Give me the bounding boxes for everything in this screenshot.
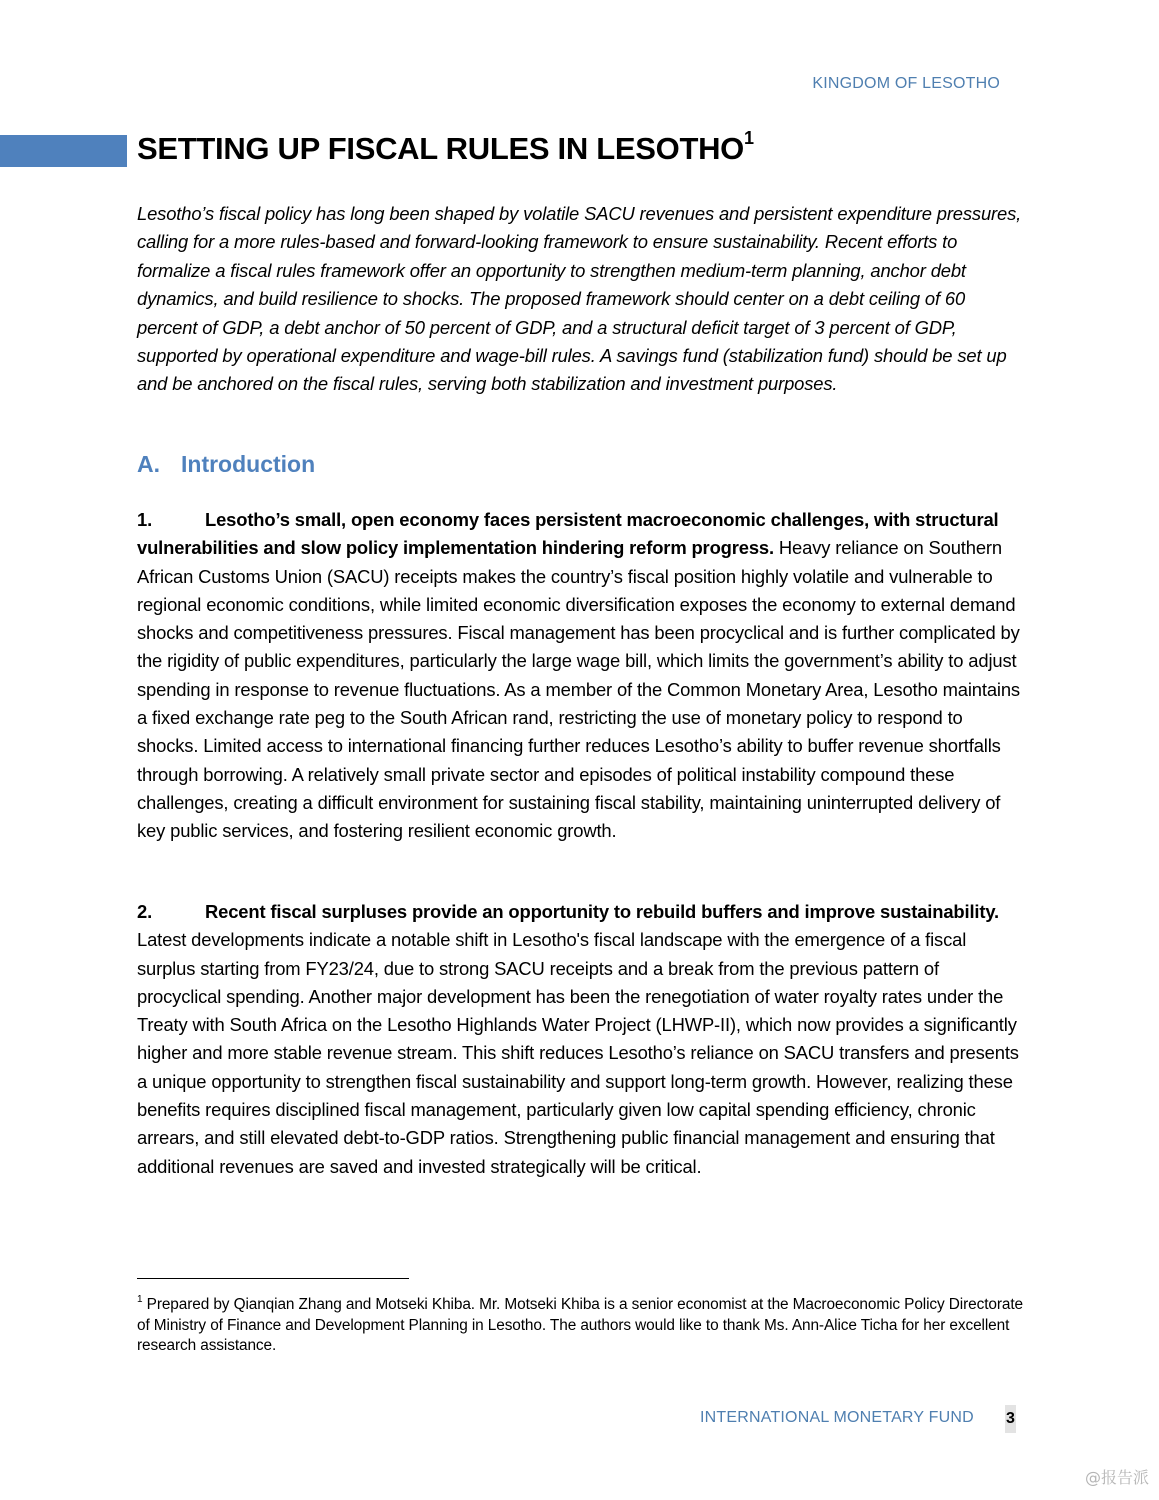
paragraph-body: Latest developments indicate a notable shift in Lesotho's fiscal landscape with the emergence of a fiscal surplus starting from FY23/24, due to strong SACU receipts and a break from the previous pattern of procyclical spending. Another major development has been the renegotiation of water royalty rates under the Treaty with South Africa on the Lesotho Highlands Water Project (LHWP-II), which now provides a significantly higher and more stable revenue stream. This shift reduces Lesotho’s reliance on SACU transfers and presents a unique opportunity to strengthen fiscal sustainability and support long-term growth. However, realizing these benefits requires disciplined fiscal management, particularly given low capital spending efficiency, chronic arrears, and still elevated debt-to-GDP ratios. Strengthening public financial management and ensuring that additional revenues are saved and invested strategically will be critical. [137,929,1019,1177]
paragraph-lead: Recent fiscal surpluses provide an opportunity to rebuild buffers and improve sustainability. [205,901,1000,922]
abstract: Lesotho’s fiscal policy has long been shaped by volatile SACU revenues and persistent expenditure pressures, calling for a more rules-based and forward-looking framework to ensure sustainability. Recent efforts to formalize a fiscal rules framework offer an opportunity to strengthen medium-term planning, anchor debt dynamics, and build resilience to shocks. The proposed framework should center on a debt ceiling of 60 percent of GDP, a debt anchor of 50 percent of GDP, and a structural deficit target of 3 percent of GDP, supported by operational expenditure and wage-bill rules. A savings fund (stabilization fund) should be set up and be anchored on the fiscal rules, serving both stabilization and investment purposes. [137,203,1022,395]
page-number: 3 [1005,1405,1016,1433]
watermark: @报告派 [1084,1468,1149,1487]
paragraph-lead: Lesotho’s small, open economy faces persistent macroeconomic challenges, with structural vulnerabilities and slow policy implementation hindering reform progress. [137,509,999,559]
footnote-text: Prepared by Qianqian Zhang and Motseki Khiba. Mr. Motseki Khiba is a senior economist at the Macroeconomic Policy Directorate of Ministry of Finance and Development Planning in Lesotho. The authors would like to thank Ms. Ann-Alice Ticha for her excellent research assistance. [137,1296,1023,1355]
footnote-marker: 1 [137,1294,143,1305]
paragraph-2 [137,898,1027,1181]
section-letter: A. [137,451,160,477]
running-header: KINGDOM OF LESOTHO [812,75,1000,92]
section-title: Introduction [181,451,316,477]
page-title [137,127,754,167]
title-accent-bar [0,135,127,167]
footnote-divider [137,1278,409,1279]
paragraph-1 [137,506,1027,846]
footer-organization: INTERNATIONAL MONETARY FUND [700,1409,974,1426]
title-footnote-marker[interactable]: 1 [744,127,754,148]
page-title-text: SETTING UP FISCAL RULES IN LESOTHO [137,131,744,166]
footnote [137,1291,1027,1357]
paragraph-number: 1. [137,509,153,530]
paragraph-number: 2. [137,901,153,922]
paragraph-body: Heavy reliance on Southern African Customs Union (SACU) receipts makes the country’s fiscal position highly volatile and vulnerable to regional economic conditions, while limited economic diversification exposes the economy to external demand shocks and competitiveness pressures. Fiscal management has been procyclical and is further complicated by the rigidity of public expenditures, particularly the large wage bill, which limits the government’s ability to adjust spending in response to revenue fluctuations. As a member of the Common Monetary Area, Lesotho maintains a fixed exchange rate peg to the South African rand, restricting the use of monetary policy to respond to shocks. Limited access to international financing further reduces Lesotho’s ability to buffer revenue shortfalls through borrowing. A relatively small private sector and episodes of political instability compound these challenges, creating a difficult environment for sustaining fiscal stability, maintaining uninterrupted delivery of key public services, and fostering resilient economic growth. [137,537,1020,842]
section-heading [137,451,1027,478]
